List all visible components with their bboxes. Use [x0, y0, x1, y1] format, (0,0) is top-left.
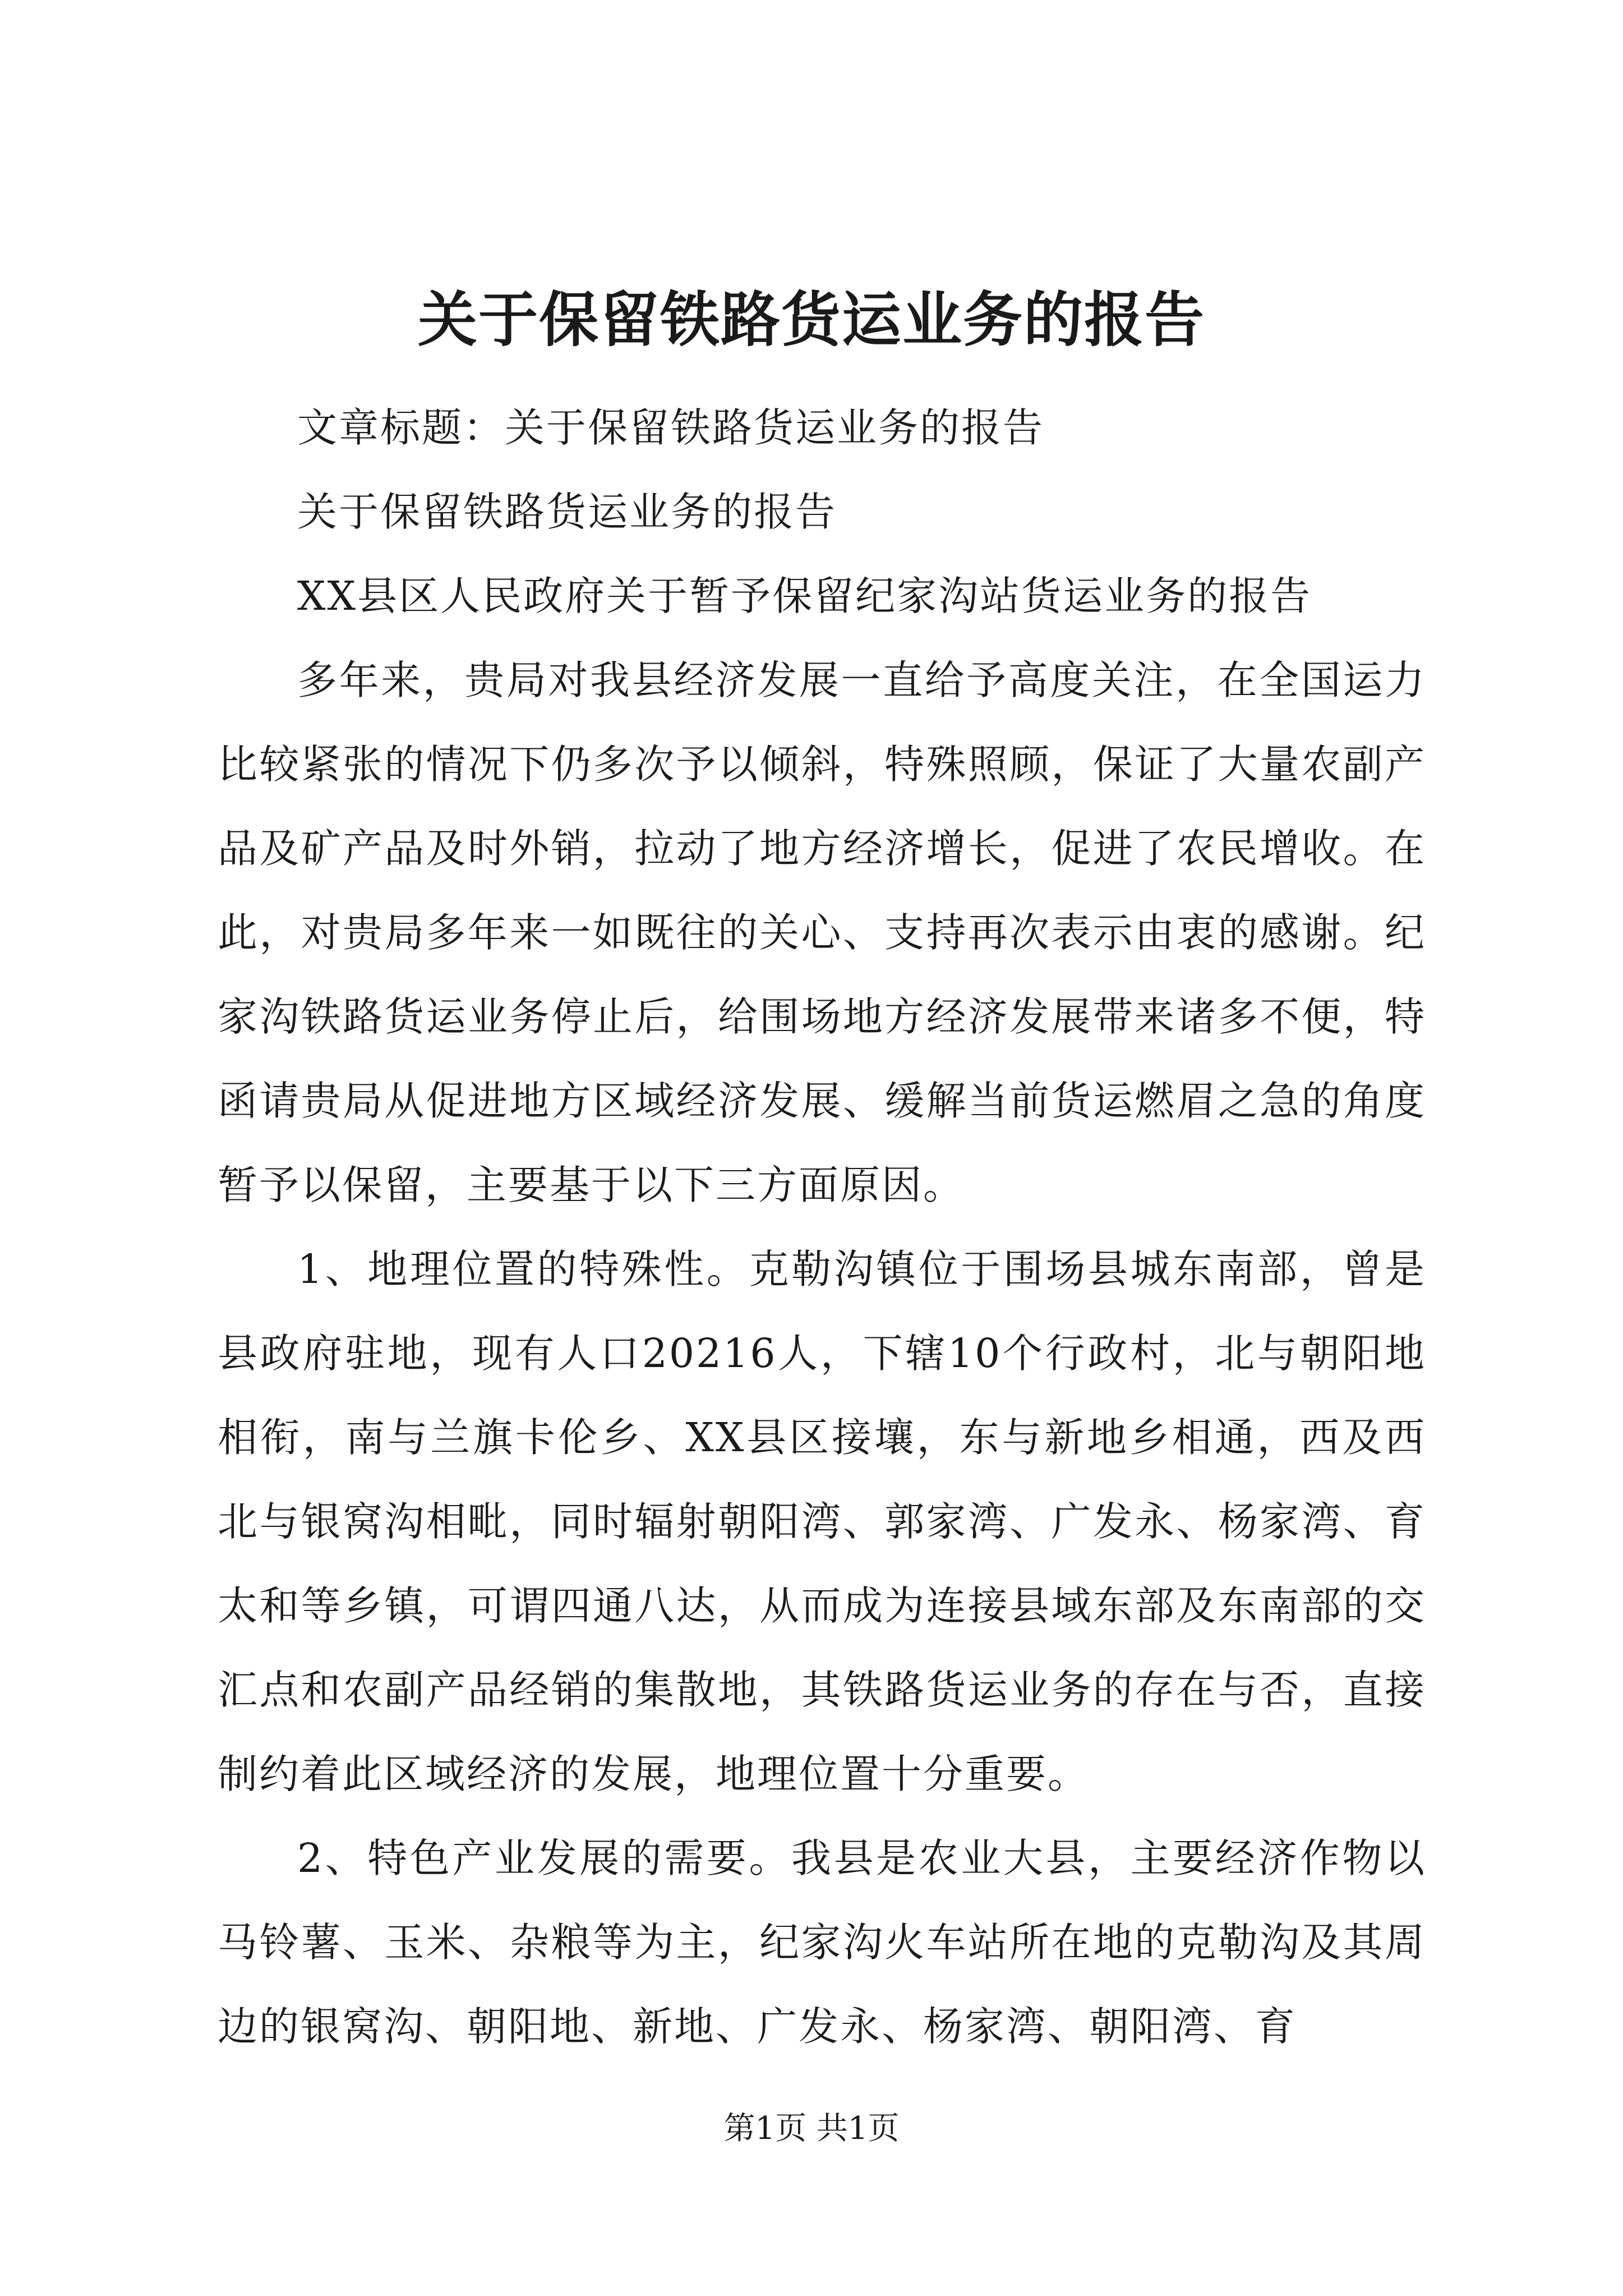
page-number-footer: 第1页 共1页	[723, 2110, 900, 2147]
paragraph-introduction: 多年来，贵局对我县经济发展一直给予高度关注，在全国运力比较紧张的情况下仍多次予以倾斜，特殊照顾，保证了大量农副产品及矿产品及时外销，拉动了地方经济增长，促进了农民增收。在此，对贵局多年来一如既往的关心、支持再次表示由衷的感谢。纪家沟铁路货运业务停止后，给围场地方经济发展带来诸多不便，特函请贵局从促进地方区域经济发展、缓解当前货运燃眉之急的角度暂予以保留，主要基于以下三方面原因。	[218, 657, 1426, 1208]
paragraph-article-heading: 文章标题：关于保留铁路货运业务的报告	[297, 404, 1045, 451]
paragraph-government-heading: XX县区人民政府关于暂予保留纪家沟站货运业务的报告	[297, 573, 1312, 619]
paragraph-reason-2: 2、特色产业发展的需要。我县是农业大县，主要经济作物以马铃薯、玉米、杂粮等为主，纪家沟火车站所在地的克勒沟及其周边的银窝沟、朝阳地、新地、广发永、杨家湾、朝阳湾、育	[218, 1835, 1426, 2050]
paragraph-reason-1: 1、地理位置的特殊性。克勒沟镇位于围场县城东南部，曾是县政府驻地，现有人口20216人，下辖10个行政村，北与朝阳地相衔，南与兰旗卡伦乡、XX县区接壤，东与新地乡相通，西及西北与银窝沟相毗，同时辐射朝阳湾、郭家湾、广发永、杨家湾、育太和等乡镇，可谓四通八达，从而成为连接县域东部及东南部的交汇点和农副产品经销的集散地，其铁路货运业务的存在与否，直接制约着此区域经济的发展，地理位置十分重要。	[218, 1246, 1426, 1797]
paragraph-report-title: 关于保留铁路货运业务的报告	[297, 489, 837, 535]
document-title: 关于保留铁路货运业务的报告	[418, 284, 1205, 355]
document-body	[218, 386, 1426, 2069]
